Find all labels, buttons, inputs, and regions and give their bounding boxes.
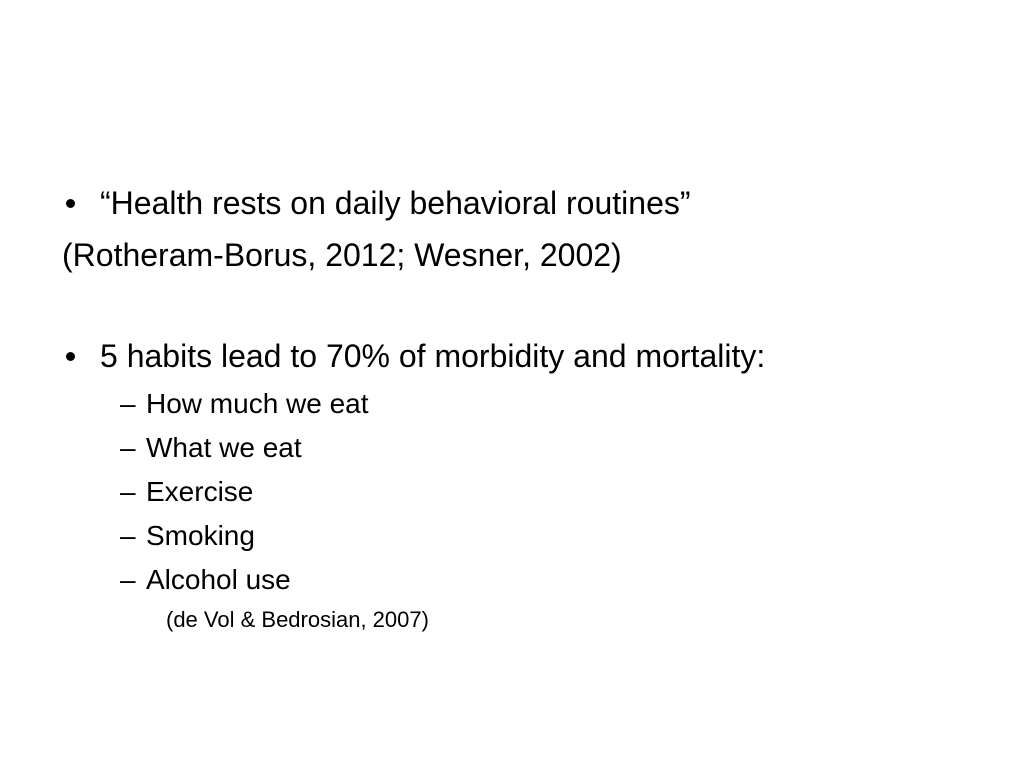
sub-item <box>120 522 255 550</box>
sub-item <box>120 566 291 594</box>
bullet-text: 5 habits lead to 70% of morbidity and mortality: <box>100 338 766 374</box>
citation: (de Vol & Bedrosian, 2007) <box>166 607 429 632</box>
sub-item <box>120 434 302 462</box>
bullet-point <box>66 199 75 208</box>
bullet-continuation: (Rotheram-Borus, 2012; Wesner, 2002) <box>62 237 622 273</box>
dash-marker: – <box>120 432 136 463</box>
dash-marker: – <box>120 388 136 419</box>
sub-item-label: Exercise <box>146 476 254 507</box>
bullet-point <box>66 352 75 361</box>
sub-item <box>120 478 253 506</box>
bullet-text: “Health rests on daily behavioral routines” <box>100 185 691 221</box>
dash-marker: – <box>120 520 136 551</box>
dash-marker: – <box>120 476 136 507</box>
sub-item-label: What we eat <box>146 432 302 463</box>
sub-item-label: How much we eat <box>146 388 369 419</box>
dash-marker: – <box>120 564 136 595</box>
sub-item-label: Smoking <box>146 520 255 551</box>
sub-item <box>120 390 369 418</box>
sub-item-label: Alcohol use <box>146 564 291 595</box>
